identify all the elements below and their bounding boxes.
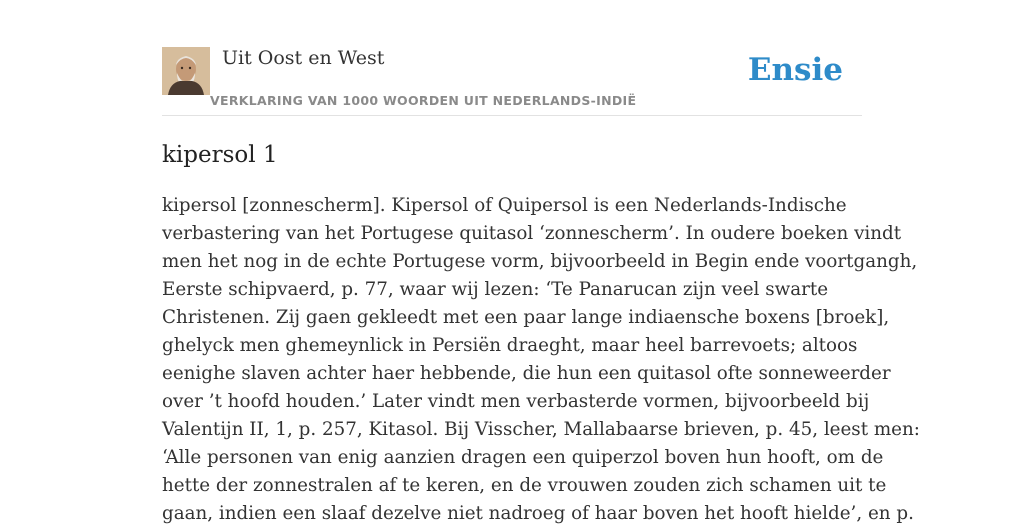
entry-text-line: ‘Alle personen van enig aanzien dragen een quiperzol boven hun hooft, om de: [162, 447, 884, 468]
entry-text-line: ghelyck men ghemeynlick in Persiën draeght, maar heel barrevoets; altoos: [162, 335, 858, 356]
entry-text-line: Eerste schipvaerd, p. 77, waar wij lezen: ‘Te Panarucan zijn veel swarte: [162, 279, 829, 300]
entry-text-line: Valentijn II, 1, p. 257, Kitasol. Bij Visscher, Mallabaarse brieven, p. 45, leest men:: [162, 419, 920, 440]
header-divider: [162, 115, 862, 116]
entry-text-line: men het nog in de echte Portugese vorm, bijvoorbeeld in Begin ende voortgangh,: [162, 251, 918, 272]
ensie-logo-link[interactable]: Ensie: [747, 52, 843, 88]
entry-text-line: hette der zonnestralen af te keren, en de vrouwen zouden zich schamen uit te: [162, 475, 887, 496]
source-title[interactable]: Uit Oost en West: [222, 47, 385, 69]
entry-text-line: gaan, indien een slaaf dezelve niet nadroeg of haar boven het hooft hielde’, en p.: [162, 503, 914, 524]
entry-text-line: eenighe slaven achter haer hebbende, die hun een quitasol ofte sonneweerder: [162, 363, 891, 384]
entry-text-line: verbastering van het Portugese quitasol ‘zonnescherm’. In oudere boeken vindt: [162, 223, 902, 244]
avatar[interactable]: [162, 47, 210, 95]
source-header: [162, 46, 862, 116]
entry-text-line: over ’t hoofd houden.’ Later vindt men verbasterde vormen, bijvoorbeeld bij: [162, 391, 870, 412]
entry-text-line: kipersol [zonnescherm]. Kipersol of Quipersol is een Nederlands-Indische: [162, 195, 847, 216]
entry-body: [162, 192, 920, 528]
entry-text-line: Christenen. Zij gaen gekleedt met een paar lange indiaensche boxens [broek],: [162, 307, 890, 328]
author-portrait-icon: [162, 47, 210, 95]
source-subtitle: VERKLARING VAN 1000 WOORDEN UIT NEDERLANDS-INDIË: [210, 93, 637, 108]
entry-title: kipersol 1: [162, 142, 278, 168]
